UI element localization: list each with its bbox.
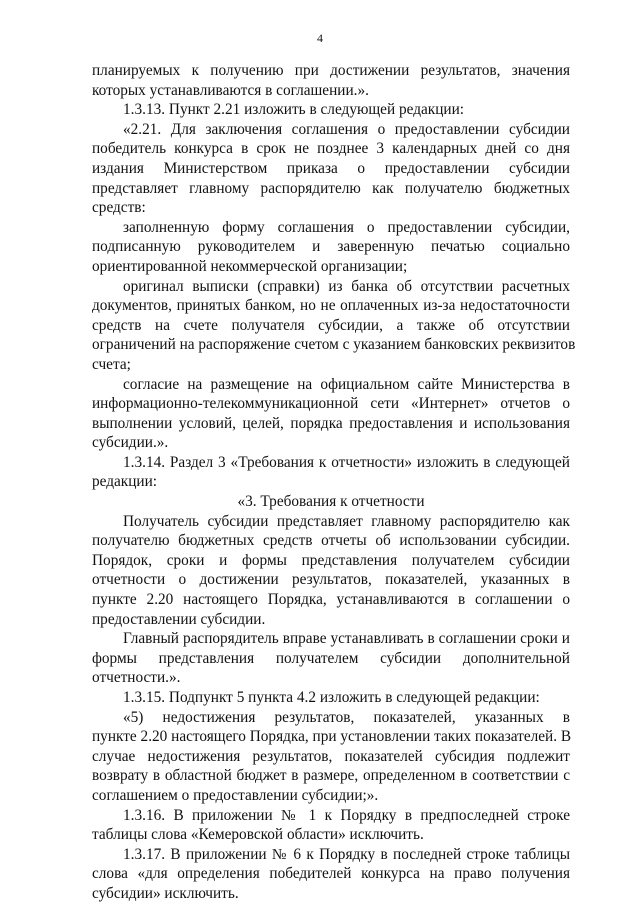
paragraph [92,218,570,277]
text-line: заполненную форму соглашения о предоставлении субсидии, [123,218,570,236]
paragraph [92,629,570,688]
text-line: «3. Требования к отчетности [237,493,425,511]
paragraph [92,61,570,100]
text-line: 1.3.17. В приложении № 6 к Порядку в последней строке таблицы [123,845,570,863]
text-line: пункте 2.20 настоящего Порядка, при установлении таких показателей. В [92,728,572,746]
paragraph [92,453,570,492]
paragraph [92,100,570,120]
text-line: Главный распорядитель вправе устанавливать в соглашении сроки и [123,630,570,648]
text-line: 1.3.13. Пункт 2.21 изложить в следующей редакции: [123,101,465,119]
text-line: 1.3.16. В приложении № 1 к Порядку в предпоследней строке [123,806,570,824]
text-line: Получатель субсидии представляет главному распорядителю как [123,512,570,530]
paragraph [92,375,570,453]
text-line: случае недостижения результатов, показателей субсидия подлежит [92,747,570,765]
paragraph [92,708,570,806]
text-line: «5) недостижения результатов, показателей, указанных в [123,708,570,726]
text-line: средств на счете получателя субсидии, а также об отсутствии [92,316,570,334]
text-line: редакции: [92,473,158,491]
text-line: средств: [92,199,146,217]
text-line: согласие на размещение на официальном сайте Министерства в [123,375,570,393]
paragraph [92,845,570,904]
text-line: таблицы слова «Кемеровской области» исключить. [92,826,424,844]
text-line: издания Министерством приказа о предоставлении субсидии [92,159,570,177]
text-line: ограничений на распоряжение счетом с указанием банковских реквизитов [92,336,576,354]
text-line: Порядок, сроки и формы представления получателем субсидии [92,551,570,569]
text-line: получателю бюджетных средств отчеты об использовании субсидии. [92,532,570,550]
text-line: «2.21. Для заключения соглашения о предоставлении субсидии [123,120,570,138]
paragraph [92,492,570,512]
text-line: которых устанавливаются в соглашении.». [92,81,369,99]
text-line: ориентированной некоммерческой организации; [92,257,408,275]
text-line: возврату в областной бюджет в размере, определенном в соответствии с [92,767,570,785]
text-line: подписанную руководителем и заверенную печатью социально [92,238,570,256]
text-line: слова «для определения победителей конкурса на право получения [92,865,570,883]
paragraph [92,688,570,708]
paragraph [92,512,570,630]
document-body [92,61,576,904]
text-line: 1.3.15. Подпункт 5 пункта 4.2 изложить в следующей редакции: [123,689,540,706]
text-line: отчетности о достижении результатов, показателей, указанных в [92,571,570,589]
text-line: оригинал выписки (справки) из банка об отсутствии расчетных [123,277,570,295]
text-line: субсидии.». [92,434,169,452]
text-line: выполнении условий, целей, порядка предоставления и использования [92,414,570,432]
text-line: 1.3.14. Раздел 3 «Требования к отчетности» изложить в следующей [123,453,570,471]
paragraph [92,277,576,375]
text-line: предоставлении субсидии. [92,610,266,628]
text-line: пункте 2.20 настоящего Порядка, устанавливаются в соглашении о [92,591,570,609]
page-number: 4 [317,31,323,45]
text-line: соглашением о предоставлении субсидии;». [92,786,379,804]
paragraph [92,120,570,218]
text-line: победитель конкурса в срок не позднее 3 календарных дней со дня [92,140,570,158]
text-line: представляет главному распорядителю как получателю бюджетных [92,179,570,197]
text-line: документов, принятых банком, но не оплаченных из-за недостаточности [92,297,570,315]
text-line: отчетности.». [92,669,181,687]
text-line: субсидии» исключить. [92,884,239,902]
paragraph [92,806,570,845]
text-line: счета; [92,355,131,373]
text-line: формы представления получателем субсидии дополнительной [92,649,570,667]
text-line: информационно-телекоммуникационной сети «Интернет» отчетов о [92,395,570,413]
text-line: планируемых к получению при достижении результатов, значения [92,62,570,79]
